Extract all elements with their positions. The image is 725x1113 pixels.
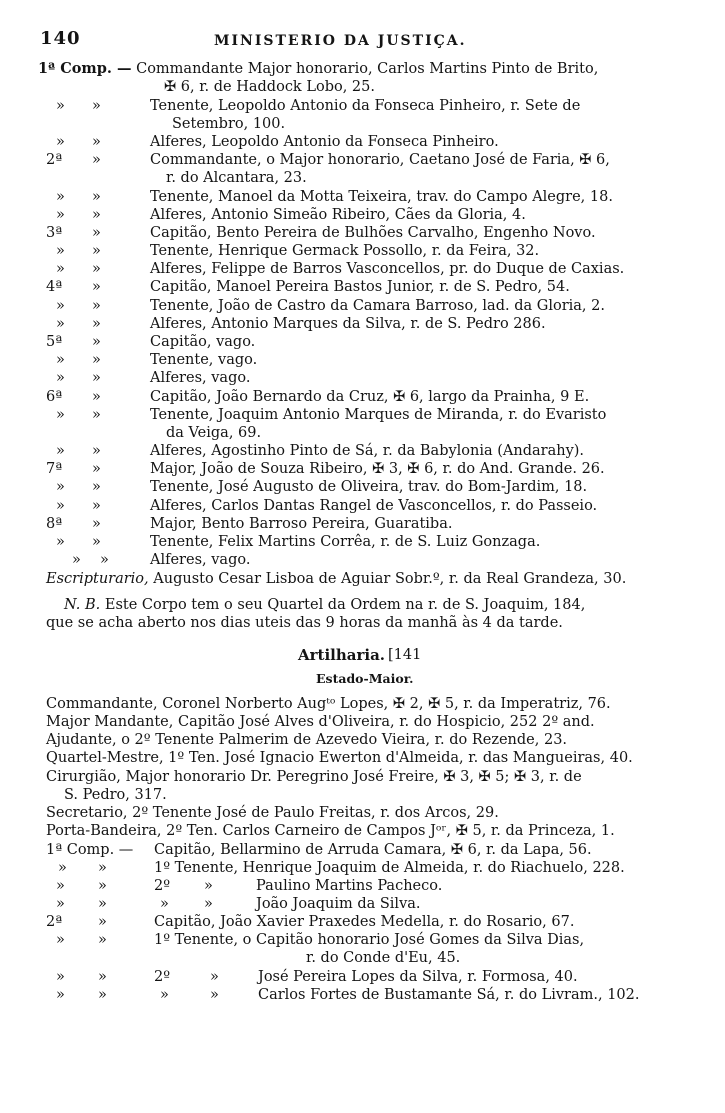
ditto-mark: »: [56, 316, 65, 332]
ditto-mark: »: [98, 860, 107, 876]
ditto-mark: »: [72, 552, 81, 568]
line-text: Tenente, João de Castro da Camara Barroso, lad. da Gloria, 2.: [150, 298, 605, 314]
ditto-mark: »: [92, 298, 101, 314]
page-number: 140: [40, 28, 81, 49]
ditto-mark: »: [92, 479, 101, 495]
line-text: Tenente, vago.: [150, 352, 258, 368]
ditto-mark: »: [98, 896, 107, 912]
escripturario-label: Escripturario,: [46, 571, 149, 587]
ditto-mark: »: [92, 279, 101, 295]
company-number: 2ª: [46, 152, 63, 168]
line-text: Capitão, João Bernardo da Cruz, ✠ 6, largo da Prainha, 9 E.: [150, 389, 590, 405]
ditto-mark: »: [92, 389, 101, 405]
ditto-mark: »: [92, 225, 101, 241]
staff-line: Secretario, 2º Tenente José de Paulo Freitas, r. dos Arcos, 29.: [46, 805, 499, 821]
section-subtitle: Estado-Maior.: [316, 671, 414, 686]
ditto-mark: »: [56, 896, 65, 912]
line-text: Capitão, Bellarmino de Arruda Camara, ✠ 6, r. da Lapa, 56.: [154, 842, 592, 858]
page-reference: [141: [388, 647, 422, 663]
line-text: Alferes, Agostinho Pinto de Sá, r. da Babylonia (Andarahy).: [150, 443, 585, 459]
ditto-mark: »: [56, 261, 65, 277]
ditto-mark: »: [92, 370, 101, 386]
ditto-mark: »: [92, 407, 101, 423]
ditto-mark: »: [56, 134, 65, 150]
staff-line: Quartel-Mestre, 1º Ten. José Ignacio Ewerton d'Almeida, r. das Mangueiras, 40.: [46, 750, 633, 766]
company-number: 8ª: [46, 516, 63, 532]
ditto-mark: »: [92, 516, 101, 532]
line-text: Alferes, Antonio Marques da Silva, r. de S. Pedro 286.: [150, 316, 546, 332]
ditto-mark: »: [92, 134, 101, 150]
line-text: Carlos Fortes de Bustamante Sá, r. do Livram., 102.: [258, 987, 640, 1003]
line-text: Capitão, Bento Pereira de Bulhões Carvalho, Engenho Novo.: [150, 225, 596, 241]
line-text: Capitão, vago.: [150, 334, 256, 350]
company-number: 4ª: [46, 279, 63, 295]
line-text: Tenente, Henrique Germack Possollo, r. da Feira, 32.: [150, 243, 540, 259]
nb-line-2: que se acha aberto nos dias uteis das 9 horas da manhã às 4 da tarde.: [46, 615, 563, 631]
line-text: Tenente, Joaquim Antonio Marques de Miranda, r. do Evaristo: [150, 407, 607, 423]
line-text: João Joaquim da Silva.: [256, 896, 421, 912]
nb-label: N. B.: [64, 597, 101, 613]
ditto-mark: »: [98, 878, 107, 894]
escripturario-line: [46, 570, 626, 588]
company-number: 3ª: [46, 225, 63, 241]
line-text: Capitão, João Xavier Praxedes Medella, r. do Rosario, 67.: [154, 914, 575, 930]
ditto-mark: »: [92, 461, 101, 477]
company-label: 1ª Comp. —: [46, 842, 134, 858]
rank-mark: 2º: [154, 969, 171, 985]
ditto-mark: »: [100, 552, 109, 568]
line-text: Alferes, vago.: [150, 552, 251, 568]
ditto-mark: »: [160, 987, 169, 1003]
line-text: Major, João de Souza Ribeiro, ✠ 3, ✠ 6, r. do And. Grande. 26.: [150, 461, 605, 477]
ditto-mark: »: [56, 878, 65, 894]
nb-line-1: [64, 596, 585, 614]
staff-line: S. Pedro, 317.: [64, 787, 167, 803]
line-text: 1º Tenente, Henrique Joaquim de Almeida, r. do Riachuelo, 228.: [154, 860, 625, 876]
ditto-mark: »: [92, 443, 101, 459]
ditto-mark: »: [160, 896, 169, 912]
line-text: Tenente, Manoel da Motta Teixeira, trav. do Campo Alegre, 18.: [150, 189, 613, 205]
ditto-mark: »: [56, 352, 65, 368]
nb-text: Este Corpo tem o seu Quartel da Ordem na r. de S. Joaquim, 184,: [104, 597, 586, 613]
roster-line: [38, 60, 598, 78]
line-text: José Pereira Lopes da Silva, r. Formosa, 40.: [258, 969, 578, 985]
line-text: Paulino Martins Pacheco.: [256, 878, 443, 894]
ditto-mark: »: [56, 243, 65, 259]
ditto-mark: »: [204, 878, 213, 894]
ditto-mark: »: [56, 534, 65, 550]
company-number: 6ª: [46, 389, 63, 405]
staff-line: Ajudante, o 2º Tenente Palmerim de Azevedo Vieira, r. do Rezende, 23.: [46, 732, 568, 748]
ditto-mark: »: [92, 261, 101, 277]
ditto-mark: »: [92, 207, 101, 223]
ditto-mark: »: [56, 207, 65, 223]
roster-line: [56, 97, 65, 115]
ditto-mark: »: [92, 152, 101, 168]
line-text: r. do Alcantara, 23.: [166, 170, 307, 186]
company-line: [46, 841, 133, 859]
ditto-mark: »: [56, 969, 65, 985]
ditto-mark: »: [98, 914, 107, 930]
ditto-mark: »: [92, 334, 101, 350]
staff-line: Cirurgião, Major honorario Dr. Peregrino José Freire, ✠ 3, ✠ 5; ✠ 3, r. de: [46, 769, 582, 785]
ditto-mark: »: [56, 498, 65, 514]
ditto-mark: »: [56, 443, 65, 459]
ditto-mark: »: [92, 534, 101, 550]
line-text: Capitão, Manoel Pereira Bastos Junior, r. de S. Pedro, 54.: [150, 279, 570, 295]
line-text: Setembro, 100.: [172, 116, 286, 132]
company-number: 7ª: [46, 461, 63, 477]
ditto-mark: »: [204, 896, 213, 912]
staff-line: Porta-Bandeira, 2º Ten. Carlos Carneiro de Campos Jᵒʳ, ✠ 5, r. da Princeza, 1.: [46, 823, 615, 839]
line-text: Tenente, José Augusto de Oliveira, trav. do Bom-Jardim, 18.: [150, 479, 588, 495]
ditto-mark: »: [56, 370, 65, 386]
rank-mark: 2º: [154, 878, 171, 894]
line-text: Tenente, Felix Martins Corrêa, r. de S. Luiz Gonzaga.: [150, 534, 541, 550]
line-text: Alferes, Felippe de Barros Vasconcellos, pr. do Duque de Caxias.: [150, 261, 625, 277]
ditto-mark: »: [92, 316, 101, 332]
ditto-mark: »: [210, 987, 219, 1003]
company-number: 2ª: [46, 914, 63, 930]
line-label: 1ª Comp. —: [38, 60, 132, 77]
staff-line: Commandante, Coronel Norberto Augᵗᵒ Lopes, ✠ 2, ✠ 5, r. da Imperatriz, 76.: [46, 696, 611, 712]
line-text: Commandante Major honorario, Carlos Martins Pinto de Brito,: [136, 61, 599, 77]
line-text: Alferes, Carlos Dantas Rangel de Vasconcellos, r. do Passeio.: [150, 498, 598, 514]
escripturario-text: Augusto Cesar Lisboa de Aguiar Sobr.º, r. da Real Grandeza, 30.: [153, 571, 627, 587]
line-text: 1º Tenente, o Capitão honorario José Gomes da Silva Dias,: [154, 932, 585, 948]
line-text: da Veiga, 69.: [166, 425, 262, 441]
ditto-mark: »: [56, 98, 65, 114]
staff-line: Major Mandante, Capitão José Alves d'Oliveira, r. do Hospicio, 252 2º and.: [46, 714, 595, 730]
ditto-mark: »: [58, 860, 67, 876]
ditto-mark: »: [92, 498, 101, 514]
ditto-mark: »: [56, 298, 65, 314]
line-text: ✠ 6, r. de Haddock Lobo, 25.: [164, 79, 375, 95]
running-title: MINISTERIO DA JUSTIÇA.: [214, 33, 467, 49]
line-text: r. do Conde d'Eu, 45.: [306, 950, 461, 966]
line-text: Major, Bento Barroso Pereira, Guaratiba.: [150, 516, 453, 532]
ditto-mark: »: [98, 987, 107, 1003]
section-title: Artilharia.: [298, 646, 386, 664]
line-text: Tenente, Leopoldo Antonio da Fonseca Pinheiro, r. Sete de: [150, 98, 581, 114]
ditto-mark: »: [56, 987, 65, 1003]
ditto-mark: »: [92, 189, 101, 205]
company-number: 5ª: [46, 334, 63, 350]
roster-line: [164, 78, 375, 96]
roster-line-mark: [92, 97, 101, 115]
ditto-mark: »: [92, 243, 101, 259]
line-text: Alferes, vago.: [150, 370, 251, 386]
line-text: Commandante, o Major honorario, Caetano José de Faria, ✠ 6,: [150, 152, 610, 168]
ditto-mark: »: [98, 969, 107, 985]
ditto-mark: »: [98, 932, 107, 948]
ditto-mark: »: [56, 932, 65, 948]
ditto-mark: »: [56, 189, 65, 205]
ditto-mark: »: [92, 352, 101, 368]
ditto-mark: »: [56, 407, 65, 423]
ditto-mark: »: [56, 479, 65, 495]
line-text: Alferes, Antonio Simeão Ribeiro, Cães da Gloria, 4.: [150, 207, 526, 223]
ditto-mark: »: [210, 969, 219, 985]
ditto-mark: »: [92, 98, 101, 114]
line-text: Alferes, Leopoldo Antonio da Fonseca Pinheiro.: [150, 134, 499, 150]
